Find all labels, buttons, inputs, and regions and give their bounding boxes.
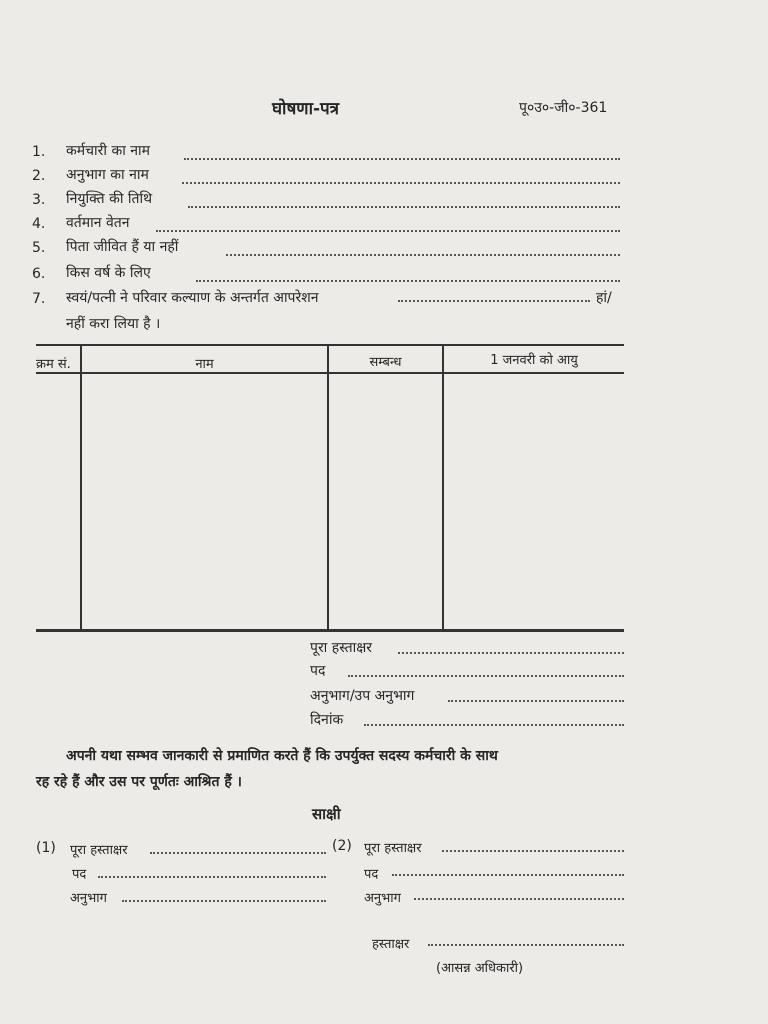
field-line-appointment-date[interactable] [188,206,620,208]
witness-2-section-label: अनुभाग [364,891,401,906]
line-full-signature[interactable] [398,652,624,654]
witness-2-post-label: पद [364,867,379,882]
label-date: दिनांक [310,712,344,728]
form-code: पू०उ०-जी०-361 [519,100,608,116]
label-full-signature: पूरा हस्ताक्षर [310,640,373,656]
witness-2-signature-label: पूरा हस्ताक्षर [364,841,422,856]
table-header-age: 1 जनवरी को आयु [490,353,578,368]
field-number: 5. [32,240,46,256]
label-section: अनुभाग/उप अनुभाग [310,688,415,704]
field-line-year[interactable] [196,280,620,282]
field-line-employee-name[interactable] [184,158,620,160]
witness-1-post-line[interactable] [98,876,326,878]
certification-line-1: अपनी यथा सम्भव जानकारी से प्रमाणित करते हैं कि उपर्युक्त सदस्य कर्मचारी के साथ [66,748,498,764]
witness-2-section-line[interactable] [414,898,624,900]
field-label-section-name: अनुभाग का नाम [66,167,149,183]
table-top-border [36,344,624,346]
field-label-current-salary: वर्तमान वेतन [66,215,130,231]
field-number: 1. [32,144,46,160]
witness-1-post-label: पद [72,867,87,882]
line-date[interactable] [364,724,624,726]
table-header-relation: सम्बन्ध [369,355,402,370]
officer-designation: (आसन्न अधिकारी) [436,961,524,976]
field-number: 2. [32,168,46,184]
table-cell-relation[interactable] [329,376,440,626]
witness-1-section-label: अनुभाग [70,891,107,906]
form-title: घोषणा-पत्र [272,99,340,119]
field-label-father-alive: पिता जीवित हैं या नहीं [66,239,179,255]
table-cell-name[interactable] [82,376,325,626]
witness-1-signature-label: पूरा हस्ताक्षर [70,843,128,858]
officer-signature-label: हस्ताक्षर [372,937,410,952]
field-label-appointment-date: नियुक्ति की तिथि [66,191,153,207]
field-label-year: किस वर्ष के लिए [66,265,151,281]
field-number: 6. [32,266,46,282]
field-suffix-yes: हां/ [596,290,612,306]
field-label-family-welfare: स्वयं/पत्नी ने परिवार कल्याण के अन्तर्गत आपरेशन [66,290,319,306]
witness-2-signature-line[interactable] [442,850,624,852]
certification-line-2: रह रहे हैं और उस पर पूर्णतः आश्रित हैं । [36,774,242,790]
table-cell-serial[interactable] [38,376,78,626]
field-line-father-alive[interactable] [226,254,620,256]
table-header-serial: क्रम सं. [36,357,71,372]
field-line-family-welfare[interactable] [398,300,590,302]
table-header-name: नाम [195,357,214,372]
line-post[interactable] [348,675,624,677]
witness-heading: साक्षी [312,805,341,823]
line-section[interactable] [448,700,624,702]
field-continuation: नहीं करा लिया है । [66,316,161,332]
label-post: पद [310,663,326,679]
field-line-current-salary[interactable] [156,230,620,232]
witness-2-number: (2) [332,838,352,854]
field-line-section-name[interactable] [182,182,620,184]
table-header-border [36,372,624,374]
field-label-employee-name: कर्मचारी का नाम [66,143,151,159]
witness-1-signature-line[interactable] [150,852,326,854]
field-number: 4. [32,216,46,232]
witness-1-number: (1) [36,840,56,856]
table-cell-age[interactable] [444,376,622,626]
witness-2-post-line[interactable] [392,874,624,876]
field-number: 3. [32,192,46,208]
table-bottom-border [36,629,624,632]
witness-1-section-line[interactable] [122,900,326,902]
officer-signature-line[interactable] [428,944,624,946]
field-number: 7. [32,291,46,307]
